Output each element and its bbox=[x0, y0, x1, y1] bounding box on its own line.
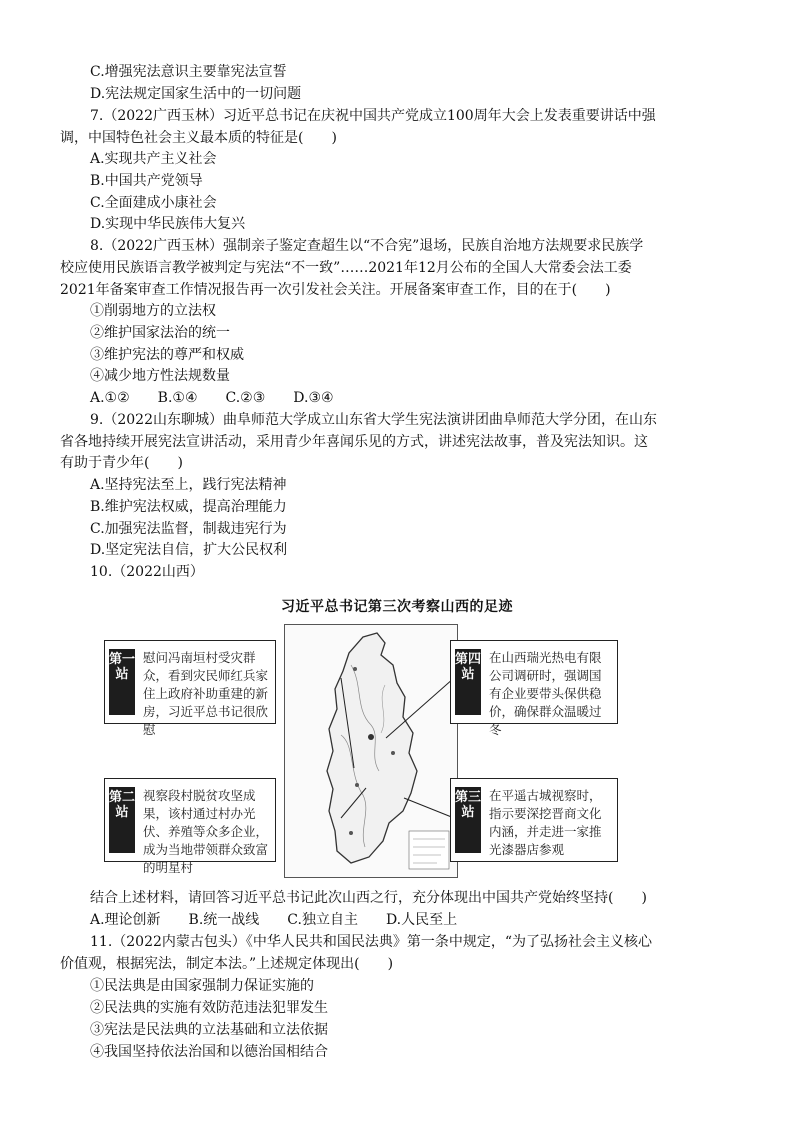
statement-1-q11: ①民法典是由国家强制力保证实施的 bbox=[90, 978, 314, 994]
option-c-q9: C.加强宪法监督，制裁违宪行为 bbox=[90, 521, 287, 537]
station-3-text: 在平遥古城视察时，指示要深挖晋商文化内涵，并走进一家推光漆器店参观 bbox=[489, 788, 602, 857]
station-3-tag: 第三站 bbox=[455, 787, 481, 853]
option-a-q7: A.实现共产主义社会 bbox=[90, 151, 217, 167]
question-8-line-3: 2021年备案审查工作情况报告再一次引发社会关注。开展备案审查工作，目的在于( ) bbox=[60, 282, 611, 298]
option-b-q7: B.中国共产党领导 bbox=[90, 173, 203, 189]
question-11-line-2: 价值观，根据宪法，制定本法。”上述规定体现出( ) bbox=[60, 956, 394, 972]
statement-3-q8: ③维护宪法的尊严和权威 bbox=[90, 347, 244, 363]
question-9-line-3: 有助于青少年( ) bbox=[60, 455, 183, 471]
statement-2-q8: ②维护国家法治的统一 bbox=[90, 325, 230, 341]
statement-2-q11: ②民法典的实施有效防范违法犯罪发生 bbox=[90, 1000, 328, 1016]
station-3-box bbox=[450, 778, 618, 862]
question-7-line-1: 7.（2022广西玉林）习近平总书记在庆祝中国共产党成立100周年大会上发表重要讲话中强 bbox=[90, 108, 656, 124]
station-4-box bbox=[450, 640, 618, 737]
options-q8: A.①② B.①④ C.②③ D.③④ bbox=[90, 390, 334, 406]
station-1-tag: 第一站 bbox=[109, 649, 135, 715]
option-c-q6: C.增强宪法意识主要靠宪法宣誓 bbox=[90, 64, 287, 80]
options-q10: A.理论创新 B.统一战线 C.独立自主 D.人民至上 bbox=[90, 912, 458, 928]
question-8-line-2: 校应使用民族语言教学被判定与宪法“不一致”……2021年12月公布的全国人大常委会法工委 bbox=[60, 260, 632, 276]
question-7-line-2: 调，中国特色社会主义最本质的特征是( ) bbox=[60, 130, 337, 146]
station-2-text: 视察段村脱贫攻坚成果，该村通过村办光伏、养殖等众多企业，成为当地带领群众致富的明星村 bbox=[143, 788, 269, 875]
statement-3-q11: ③宪法是民法典的立法基础和立法依据 bbox=[90, 1022, 328, 1038]
statement-4-q11: ④我国坚持依法治国和以德治国相结合 bbox=[90, 1044, 328, 1060]
station-2-box bbox=[104, 778, 276, 875]
station-1-box bbox=[104, 640, 276, 737]
question-10-prompt: 结合上述材料，请回答习近平总书记此次山西之行，充分体现出中国共产党始终坚持( ) bbox=[90, 890, 647, 906]
station-2-tag: 第二站 bbox=[109, 787, 135, 853]
option-b-q9: B.维护宪法权威，提高治理能力 bbox=[90, 499, 287, 515]
option-d-q6: D.宪法规定国家生活中的一切问题 bbox=[90, 86, 302, 102]
question-9-line-2: 省各地持续开展宪法宣讲活动，采用青少年喜闻乐见的方式，讲述宪法故事，普及宪法知识。这 bbox=[60, 434, 648, 450]
station-4-text: 在山西瑞光热电有限公司调研时，强调国有企业要带头保供稳价，确保群众温暖过冬 bbox=[489, 650, 602, 737]
question-9-line-1: 9.（2022山东聊城）曲阜师范大学成立山东省大学生宪法演讲团曲阜师范大学分团，在山东 bbox=[90, 412, 657, 428]
option-a-q9: A.坚持宪法至上，践行宪法精神 bbox=[90, 477, 287, 493]
figure-map-area bbox=[104, 618, 699, 876]
option-d-q9: D.坚定宪法自信，扩大公民权利 bbox=[90, 542, 288, 558]
figure-title: 习近平总书记第三次考察山西的足迹 bbox=[281, 599, 513, 615]
option-d-q7: D.实现中华民族伟大复兴 bbox=[90, 216, 246, 232]
option-c-q7: C.全面建成小康社会 bbox=[90, 195, 217, 211]
question-8-line-1: 8.（2022广西玉林）强制亲子鉴定查超生以“不合宪”退场，民族自治地方法规要求民族学 bbox=[90, 238, 644, 254]
question-10-heading: 10.（2022山西） bbox=[90, 564, 204, 580]
statement-1-q8: ①削弱地方的立法权 bbox=[90, 303, 216, 319]
station-1-text: 慰问冯南垣村受灾群众，看到灾民师红兵家住上政府补助重建的新房，习近平总书记很欣慰 bbox=[143, 650, 269, 737]
statement-4-q8: ④减少地方性法规数量 bbox=[90, 368, 230, 384]
station-4-tag: 第四站 bbox=[455, 649, 481, 715]
question-11-line-1: 11.（2022内蒙古包头）《中华人民共和国民法典》第一条中规定，“为了弘扬社会主义核心 bbox=[90, 934, 653, 950]
